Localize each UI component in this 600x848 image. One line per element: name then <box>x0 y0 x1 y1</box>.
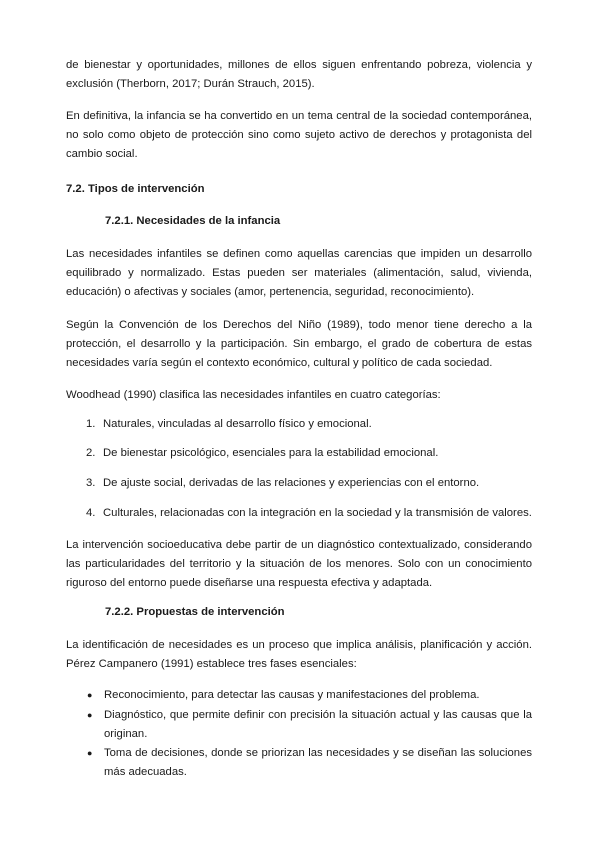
paragraph-identification: La identificación de necesidades es un proceso que implica análisis, planificación y acción. Pérez Campanero (1991) establece tres fases esenciales: <box>66 639 532 670</box>
list-number: 3. <box>86 477 96 489</box>
list-number: 2. <box>86 447 96 459</box>
paragraph-needs-definition: Las necesidades infantiles se definen como aquellas carencias que impiden un desarrollo equilibrado y normalizado. Estas pueden ser materiales (alimentación, salud, vivienda, educación) o afectivas y sociales (amor, pertenencia, seguridad, reconocimiento). <box>66 248 532 298</box>
bullet-icon: ● <box>87 690 93 700</box>
list-item-text: Naturales, vinculadas al desarrollo físico y emocional. <box>103 418 372 430</box>
list-item-text: De ajuste social, derivadas de las relaciones y experiencias con el entorno. <box>103 477 480 489</box>
list-item-text: Culturales, relacionadas con la integración en la sociedad y la transmisión de valores. <box>103 507 532 519</box>
paragraph-woodhead: Woodhead (1990) clasifica las necesidades infantiles en cuatro categorías: <box>66 389 441 401</box>
list-number: 4. <box>86 507 96 519</box>
paragraph-intervention: La intervención socioeducativa debe partir de un diagnóstico contextualizado, considerando las particularidades del territorio y la situación de los menores. Solo con un conocimiento riguroso del entorno puede diseñarse una respuesta efectiva y adaptada. <box>66 539 532 589</box>
bullet-icon: ● <box>87 710 93 720</box>
subsection-heading-proposals: 7.2.2. Propuestas de intervención <box>105 606 285 618</box>
list-item-text: Reconocimiento, para detectar las causas y manifestaciones del problema. <box>104 689 480 701</box>
section-heading: 7.2. Tipos de intervención <box>66 183 205 195</box>
paragraph-intro-continuation: de bienestar y oportunidades, millones de ellos siguen enfrentando pobreza, violencia y exclusión (Therborn, 2017; Durán Strauch, 2015). <box>66 59 532 90</box>
list-item-text: Toma de decisiones, donde se priorizan las necesidades y se diseñan las soluciones más adecuadas. <box>104 747 532 778</box>
paragraph-conclusion: En definitiva, la infancia se ha convertido en un tema central de la sociedad contemporánea, no solo como objeto de protección sino como sujeto activo de derechos y protagonista del cambio social. <box>66 110 532 160</box>
list-number: 1. <box>86 418 96 430</box>
subsection-heading-needs: 7.2.1. Necesidades de la infancia <box>105 215 281 227</box>
paragraph-convention: Según la Convención de los Derechos del Niño (1989), todo menor tiene derecho a la protección, el desarrollo y la participación. Sin embargo, el grado de cobertura de estas necesidades varía según el contexto económico, cultural y político de cada sociedad. <box>66 319 532 369</box>
bullet-icon: ● <box>87 748 93 758</box>
list-item-text: De bienestar psicológico, esenciales para la estabilidad emocional. <box>103 447 439 459</box>
list-item-text: Diagnóstico, que permite definir con precisión la situación actual y las causas que la originan. <box>104 709 532 740</box>
